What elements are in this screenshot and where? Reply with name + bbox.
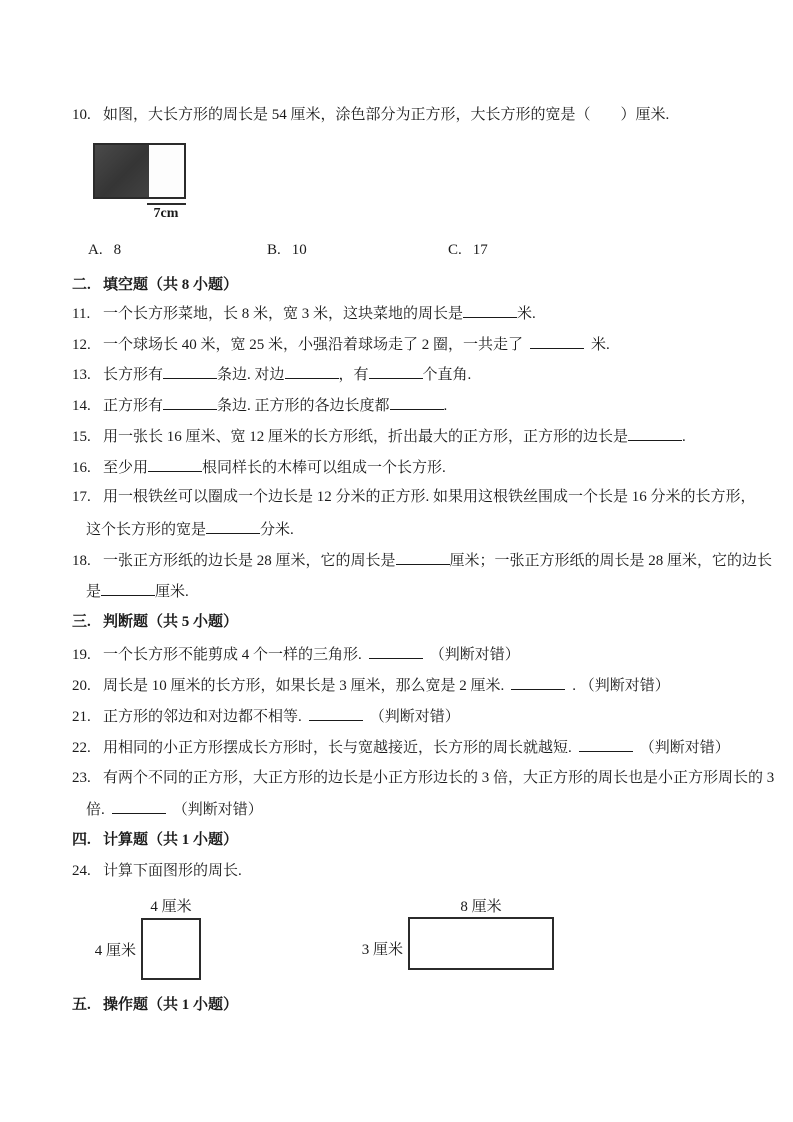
question-12-text-tail: 米. [591,337,610,353]
q10-width-label: 7cm [153,206,179,221]
section-2-heading [72,276,238,295]
section-5-title: 操作题（共 1 小题） [103,997,239,1013]
section-5-number: 五. [72,997,91,1013]
square-left-dimension-label: 4 厘米 [94,943,136,959]
question-14-text: 正方形有 [103,398,164,414]
measure-line [147,203,186,205]
question-18-number: 18. [72,553,91,569]
question-13-text: ，有 [338,367,369,383]
question-20-number: 20. [72,678,91,694]
question-19-number: 19. [72,647,91,663]
question-20-text: . （判断对错） [572,678,670,694]
section-4-number: 四. [72,832,91,848]
question-15-text: 用一张长 16 厘米、宽 12 厘米的长方形纸，折出最大的正方形，正方形的边长是 [103,429,629,445]
question-13 [72,365,471,385]
answer-blank [463,304,517,318]
answer-blank [628,427,682,441]
question-17-number: 17. [72,489,91,505]
section-2-number: 二. [72,277,91,293]
question-11-text-tail: 米. [517,306,536,322]
option-a-value: 8 [113,242,122,258]
answer-blank [390,396,444,410]
question-22-text: （判断对错） [639,740,730,756]
question-14 [72,396,447,416]
answer-blank [369,365,423,379]
question-14-text: 条边. 正方形的各边长度都 [217,398,390,414]
question-17-line-2 [86,520,294,540]
question-15 [72,427,686,447]
question-24-number: 24. [72,863,91,879]
question-17-text: 这个长方形的宽是 [86,522,207,538]
option-b [267,241,307,260]
answer-blank [206,520,260,534]
question-18-text: 厘米；一张正方形纸的周长是 28 厘米，它的边长 [449,553,773,569]
q10-figure [93,143,203,229]
question-18-line-1 [72,551,772,571]
square-figure [141,918,201,980]
question-18-text: 一张正方形纸的边长是 28 厘米，它的周长是 [103,553,396,569]
question-13-text: 长方形有 [103,367,164,383]
answer-blank [112,800,166,814]
option-b-letter: B. [267,242,281,258]
answer-blank [579,738,633,752]
question-10-text: 如图，大长方形的周长是 54 厘米，涂色部分为正方形，大长方形的宽是（ ）厘米. [103,107,670,123]
question-12-number: 12. [72,337,91,353]
question-18-line-2 [86,582,189,602]
answer-blank [148,458,202,472]
answer-blank [396,551,450,565]
question-20-text: 周长是 10 厘米的长方形，如果长是 3 厘米，那么宽是 2 厘米. [103,678,505,694]
section-3-number: 三. [72,614,91,630]
question-16-number: 16. [72,460,91,476]
question-23-text: 倍. [86,802,105,818]
question-13-text: 个直角. [422,367,472,383]
question-22 [72,738,730,758]
question-17-line-1 [72,488,756,507]
question-19-text: （判断对错） [429,647,520,663]
section-4-title: 计算题（共 1 小题） [103,832,239,848]
question-16-text: 至少用 [103,460,149,476]
option-a-letter: A. [88,242,103,258]
answer-blank [163,365,217,379]
answer-blank [163,396,217,410]
question-23-line-2 [86,800,263,820]
question-11-text: 一个长方形菜地，长 8 米，宽 3 米，这块菜地的周长是 [103,306,464,322]
question-23-text: （判断对错） [172,802,263,818]
question-12-text: 一个球场长 40 米，宽 25 米，小强沿着球场走了 2 圈，一共走了 [103,337,524,353]
question-10-number: 10. [72,107,91,123]
large-rectangle [93,143,186,199]
question-24-text: 计算下面图形的周长. [103,863,242,879]
rectangle-left-dimension-label: 3 厘米 [361,942,403,958]
option-a [88,241,121,260]
question-20 [72,676,670,696]
answer-blank [369,645,423,659]
answer-blank [530,335,584,349]
question-21-text: 正方形的邻边和对边都不相等. [103,709,302,725]
question-11-number: 11. [72,306,91,322]
question-10 [72,106,669,125]
option-b-value: 10 [291,242,307,258]
answer-blank [101,582,155,596]
question-13-number: 13. [72,367,91,383]
question-16-text: 根同样长的木棒可以组成一个长方形. [202,460,446,476]
rectangle-top-dimension-label: 8 厘米 [460,899,502,915]
question-17-text: 分米. [260,522,294,538]
question-15-number: 15. [72,429,91,445]
answer-blank [309,707,363,721]
rectangle-figure [408,917,554,970]
question-11 [72,304,536,324]
option-c-value: 17 [472,242,488,258]
question-22-number: 22. [72,740,91,756]
question-16 [72,458,446,478]
question-23-number: 23. [72,770,91,786]
question-24 [72,862,242,881]
question-17-text: 用一根铁丝可以圈成一个边长是 12 分米的正方形. 如果用这根铁丝围成一个长是 16 分米的长方形， [103,489,756,505]
question-15-text: . [682,429,686,445]
question-18-text: 厘米. [155,584,189,600]
section-5-heading [72,996,238,1015]
answer-blank [285,365,339,379]
option-c [448,241,488,260]
question-19-text: 一个长方形不能剪成 4 个一样的三角形. [103,647,362,663]
question-18-text: 是 [86,584,102,600]
question-13-text: 条边. 对边 [217,367,285,383]
question-12 [72,335,610,355]
option-c-letter: C. [448,242,462,258]
section-4-heading [72,831,238,850]
question-14-text: . [443,398,448,414]
question-21-number: 21. [72,709,91,725]
answer-blank [511,676,565,690]
question-23-text: 有两个不同的正方形，大正方形的边长是小正方形边长的 3 倍，大正方形的周长也是小正方形周长的 3 [103,770,775,786]
section-3-heading [72,613,238,632]
question-22-text: 用相同的小正方形摆成长方形时，长与宽越接近，长方形的周长就越短. [103,740,572,756]
section-3-title: 判断题（共 5 小题） [103,614,239,630]
section-2-title: 填空题（共 8 小题） [103,277,239,293]
shaded-square [95,145,149,197]
square-top-dimension-label: 4 厘米 [150,899,192,915]
question-19 [72,645,520,665]
question-21-text: （判断对错） [369,709,460,725]
question-23-line-1 [72,769,774,788]
question-14-number: 14. [72,398,91,414]
question-21 [72,707,460,727]
